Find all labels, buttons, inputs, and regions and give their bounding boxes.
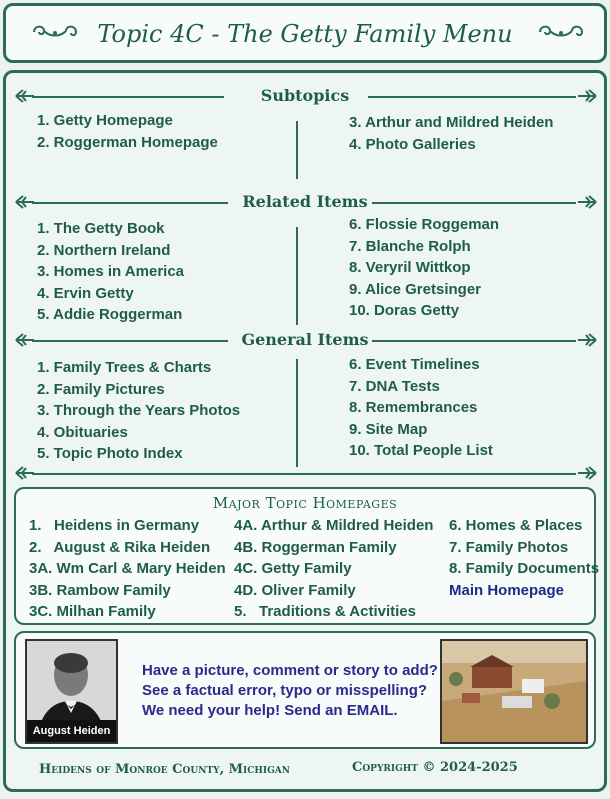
divider (32, 473, 576, 475)
divider (372, 340, 576, 342)
major-topic-link[interactable]: 4A. Arthur & Mildred Heiden (234, 517, 434, 534)
related-item-link[interactable]: 7. Blanche Rolph (349, 237, 471, 255)
site-name: Heidens of Monroe County, Michigan (39, 762, 290, 777)
major-topic-link[interactable]: 3B. Rambow Family (29, 581, 171, 599)
major-topic-link[interactable]: 2. August & Rika Heiden (29, 538, 211, 556)
general-item-link[interactable]: 1. Family Trees & Charts (37, 359, 212, 376)
main-homepage-link[interactable]: Main Homepage (449, 581, 565, 599)
general-items-left-list (37, 357, 240, 465)
general-items-right-list (349, 354, 493, 462)
major-topics-col1 (29, 515, 226, 623)
farmstead-aerial-photo (440, 639, 588, 744)
related-items-left-list (37, 218, 184, 326)
right-arrow-ornament-icon (576, 331, 598, 349)
related-item-link[interactable]: 2. Northern Ireland (37, 241, 171, 259)
column-divider (296, 121, 298, 179)
major-topics-heading: Major Topic Homepages (212, 494, 398, 512)
major-topics-box (14, 487, 600, 625)
major-topic-link[interactable]: 3A. Wm Carl & Mary Heiden (29, 560, 226, 577)
major-topic-link[interactable]: 3C. Milhan Family (29, 603, 156, 620)
general-item-link[interactable]: 8. Remembrances (349, 399, 478, 416)
right-arrow-ornament-icon (576, 464, 598, 482)
column-divider (296, 359, 298, 467)
subtopics-right-list (349, 112, 553, 155)
related-item-link[interactable]: 4. Ervin Getty (37, 284, 134, 302)
help-box (14, 631, 596, 749)
general-item-link[interactable]: 6. Event Timelines (349, 356, 480, 373)
related-item-link[interactable]: 8. Veryril Wittkop (349, 259, 471, 276)
bottom-divider-row (6, 462, 604, 484)
related-item-link[interactable]: 1. The Getty Book (37, 220, 165, 237)
general-item-link[interactable]: 10. Total People List (349, 442, 493, 459)
general-item-link[interactable]: 9. Site Map (349, 420, 428, 438)
title-banner (3, 3, 607, 63)
divider (372, 202, 576, 204)
august-heiden-portrait (25, 639, 118, 744)
major-topic-link[interactable]: 7. Family Photos (449, 538, 569, 556)
related-item-link[interactable]: 5. Addie Roggerman (37, 306, 183, 323)
subtopic-link[interactable]: 3. Arthur and Mildred Heiden (349, 114, 554, 131)
major-topic-link[interactable]: 4D. Oliver Family (234, 581, 356, 599)
related-item-link[interactable]: 3. Homes in America (37, 263, 185, 280)
major-topic-link[interactable]: 4C. Getty Family (234, 560, 352, 577)
help-line: See a factual error, typo or misspelling? (142, 682, 428, 699)
menu-panel (3, 70, 607, 792)
related-item-link[interactable]: 6. Flossie Roggeman (349, 216, 500, 233)
major-topic-link[interactable]: 1. Heidens in Germany (29, 517, 200, 534)
subtopic-link[interactable]: 2. Roggerman Homepage (37, 133, 218, 151)
subtopic-link[interactable]: 1. Getty Homepage (37, 112, 173, 129)
right-arrow-ornament-icon (576, 87, 598, 105)
right-swirl-ornament-icon (536, 21, 586, 43)
portrait-caption: August Heiden (27, 720, 116, 742)
general-item-link[interactable]: 2. Family Pictures (37, 380, 165, 398)
subtopic-link[interactable]: 4. Photo Galleries (349, 135, 476, 153)
major-topics-col3 (449, 515, 599, 601)
general-item-link[interactable]: 5. Topic Photo Index (37, 445, 183, 462)
major-topics-col2 (234, 515, 433, 623)
general-item-link[interactable]: 4. Obituaries (37, 423, 128, 441)
general-item-link[interactable]: 3. Through the Years Photos (37, 402, 241, 419)
right-arrow-ornament-icon (576, 193, 598, 211)
subtopics-heading: Subtopics (260, 86, 350, 105)
related-item-link[interactable]: 10. Doras Getty (349, 302, 460, 319)
major-topic-link[interactable]: 6. Homes & Places (449, 517, 583, 534)
subtopics-left-list (37, 110, 218, 153)
farm-image (442, 641, 586, 742)
related-items-heading: Related Items (242, 192, 368, 211)
page-title: Topic 4C - The Getty Family Menu (97, 20, 513, 48)
major-topic-link[interactable]: 5. Traditions & Activities (234, 603, 416, 620)
major-topic-link[interactable]: 4B. Roggerman Family (234, 538, 397, 556)
related-items-right-list (349, 214, 499, 322)
related-item-link[interactable]: 9. Alice Gretsinger (349, 280, 481, 298)
copyright: Copyright © 2024-2025 (352, 760, 518, 775)
help-message (142, 661, 438, 721)
general-item-link[interactable]: 7. DNA Tests (349, 377, 440, 395)
general-items-header (6, 329, 604, 351)
general-items-heading: General Items (241, 330, 369, 349)
related-items-header (6, 191, 604, 213)
help-line: Have a picture, comment or story to add? (142, 662, 438, 679)
divider (368, 96, 576, 98)
column-divider (296, 227, 298, 325)
email-link[interactable]: We need your help! Send an EMAIL. (142, 702, 398, 719)
subtopics-header (6, 85, 604, 107)
major-topic-link[interactable]: 8. Family Documents (449, 560, 600, 577)
